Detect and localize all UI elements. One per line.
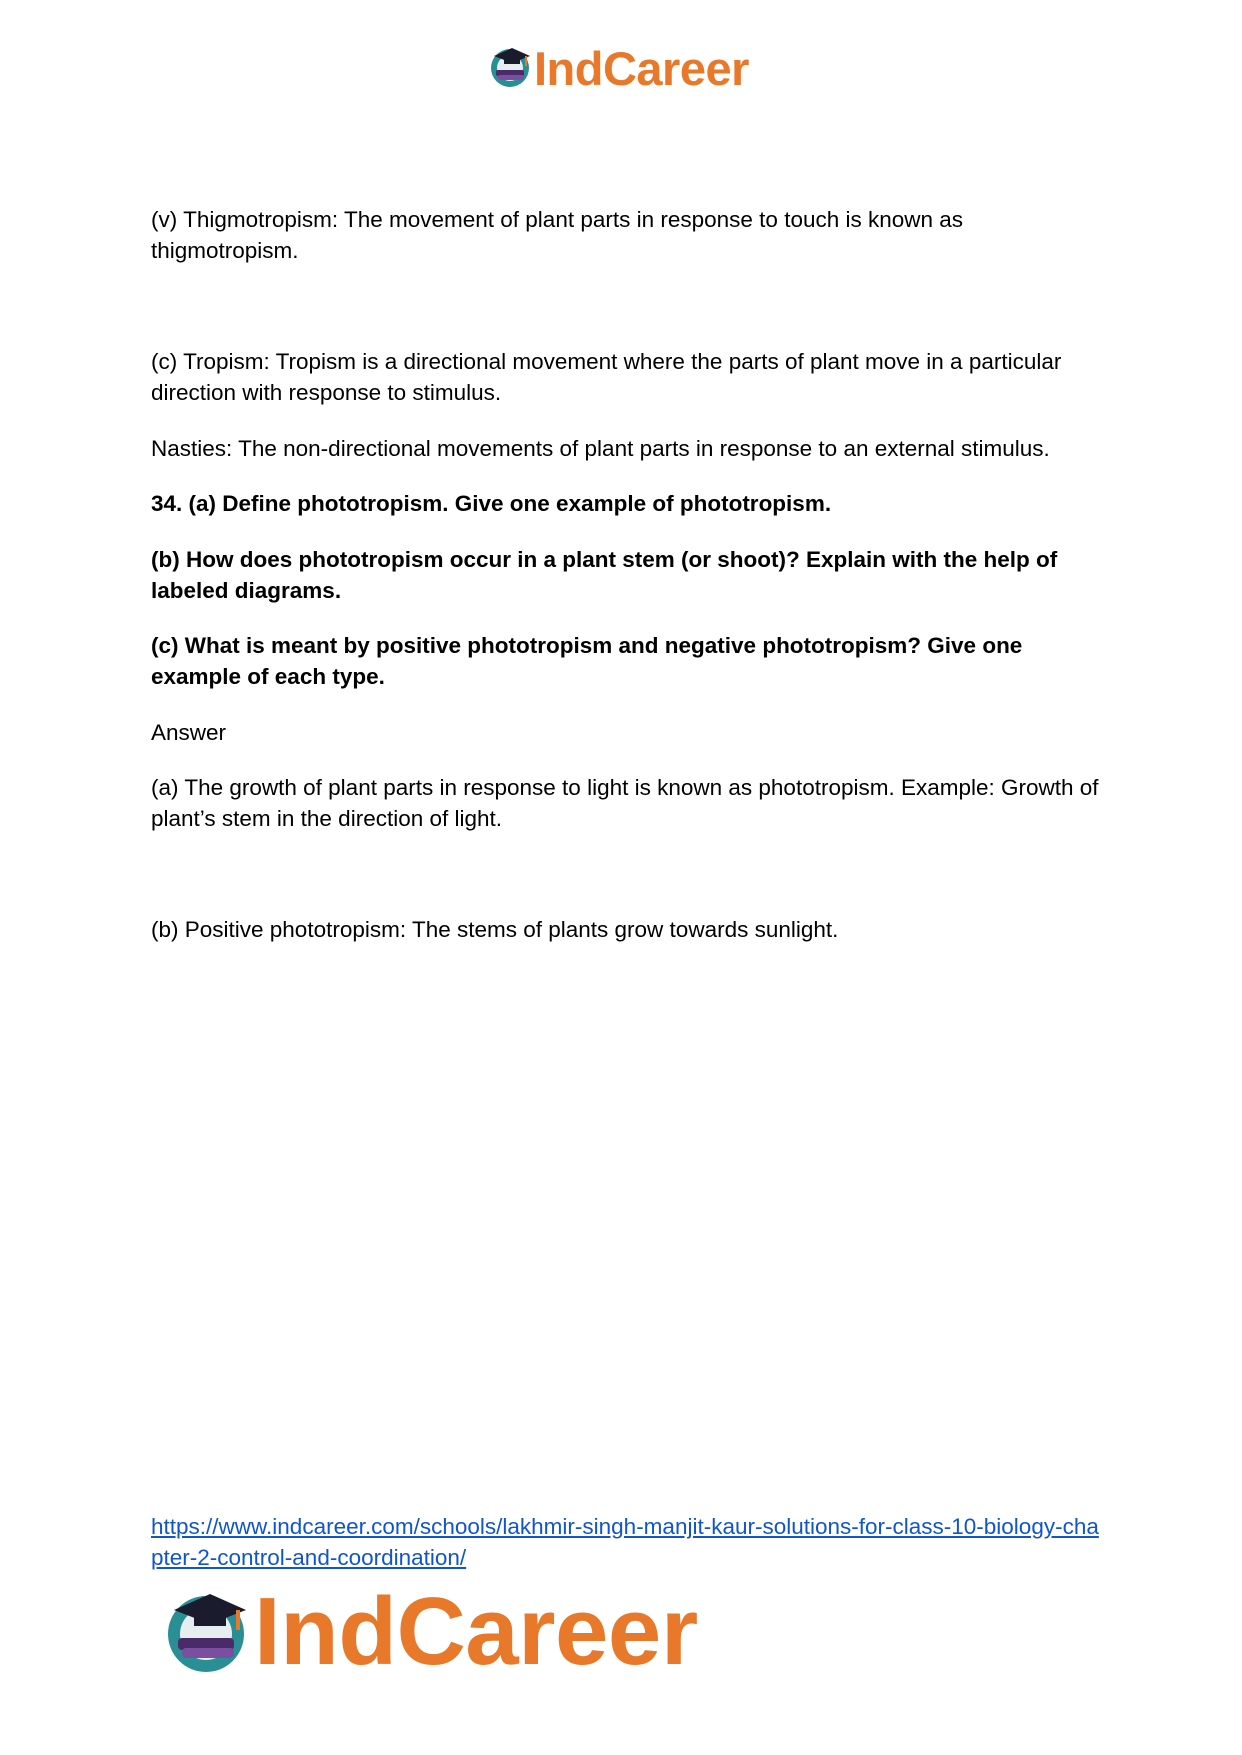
question-34a: 34. (a) Define phototropism. Give one example of phototropism.	[151, 491, 832, 516]
graduation-book-icon	[488, 44, 532, 93]
graduation-book-icon	[162, 1586, 250, 1679]
answer-label: Answer	[151, 720, 227, 745]
logo-wordmark: IndCareer	[534, 41, 749, 95]
question-34c: (c) What is meant by positive phototropism and negative phototropism? Give one example of each type.	[151, 633, 1023, 689]
answer-b: (b) Positive phototropism: The stems of plants grow towards sunlight.	[151, 917, 839, 942]
question-34b: (b) How does phototropism occur in a plant stem (or shoot)? Explain with the help of labeled diagrams.	[151, 547, 1058, 603]
answer-a: (a) The growth of plant parts in response to light is known as phototropism. Example: Growth of plant’s stem in the direction of light.	[151, 775, 1099, 831]
paragraph-thigmotropism: (v) Thigmotropism: The movement of plant parts in response to touch is known as thigmotropism.	[151, 207, 964, 263]
header-logo	[488, 40, 749, 96]
paragraph-nasties: Nasties: The non-directional movements of plant parts in response to an external stimulus.	[151, 436, 1050, 461]
logo-wordmark: IndCareer	[254, 1578, 698, 1685]
paragraph-tropism: (c) Tropism: Tropism is a directional movement where the parts of plant move in a particular direction with response to stimulus.	[151, 349, 1062, 405]
footer-logo	[162, 1578, 698, 1685]
source-url-link[interactable]: https://www.indcareer.com/schools/lakhmir-singh-manjit-kaur-solutions-for-class-10-biology-chapter-2-control-and-coordination/	[151, 1514, 1099, 1570]
